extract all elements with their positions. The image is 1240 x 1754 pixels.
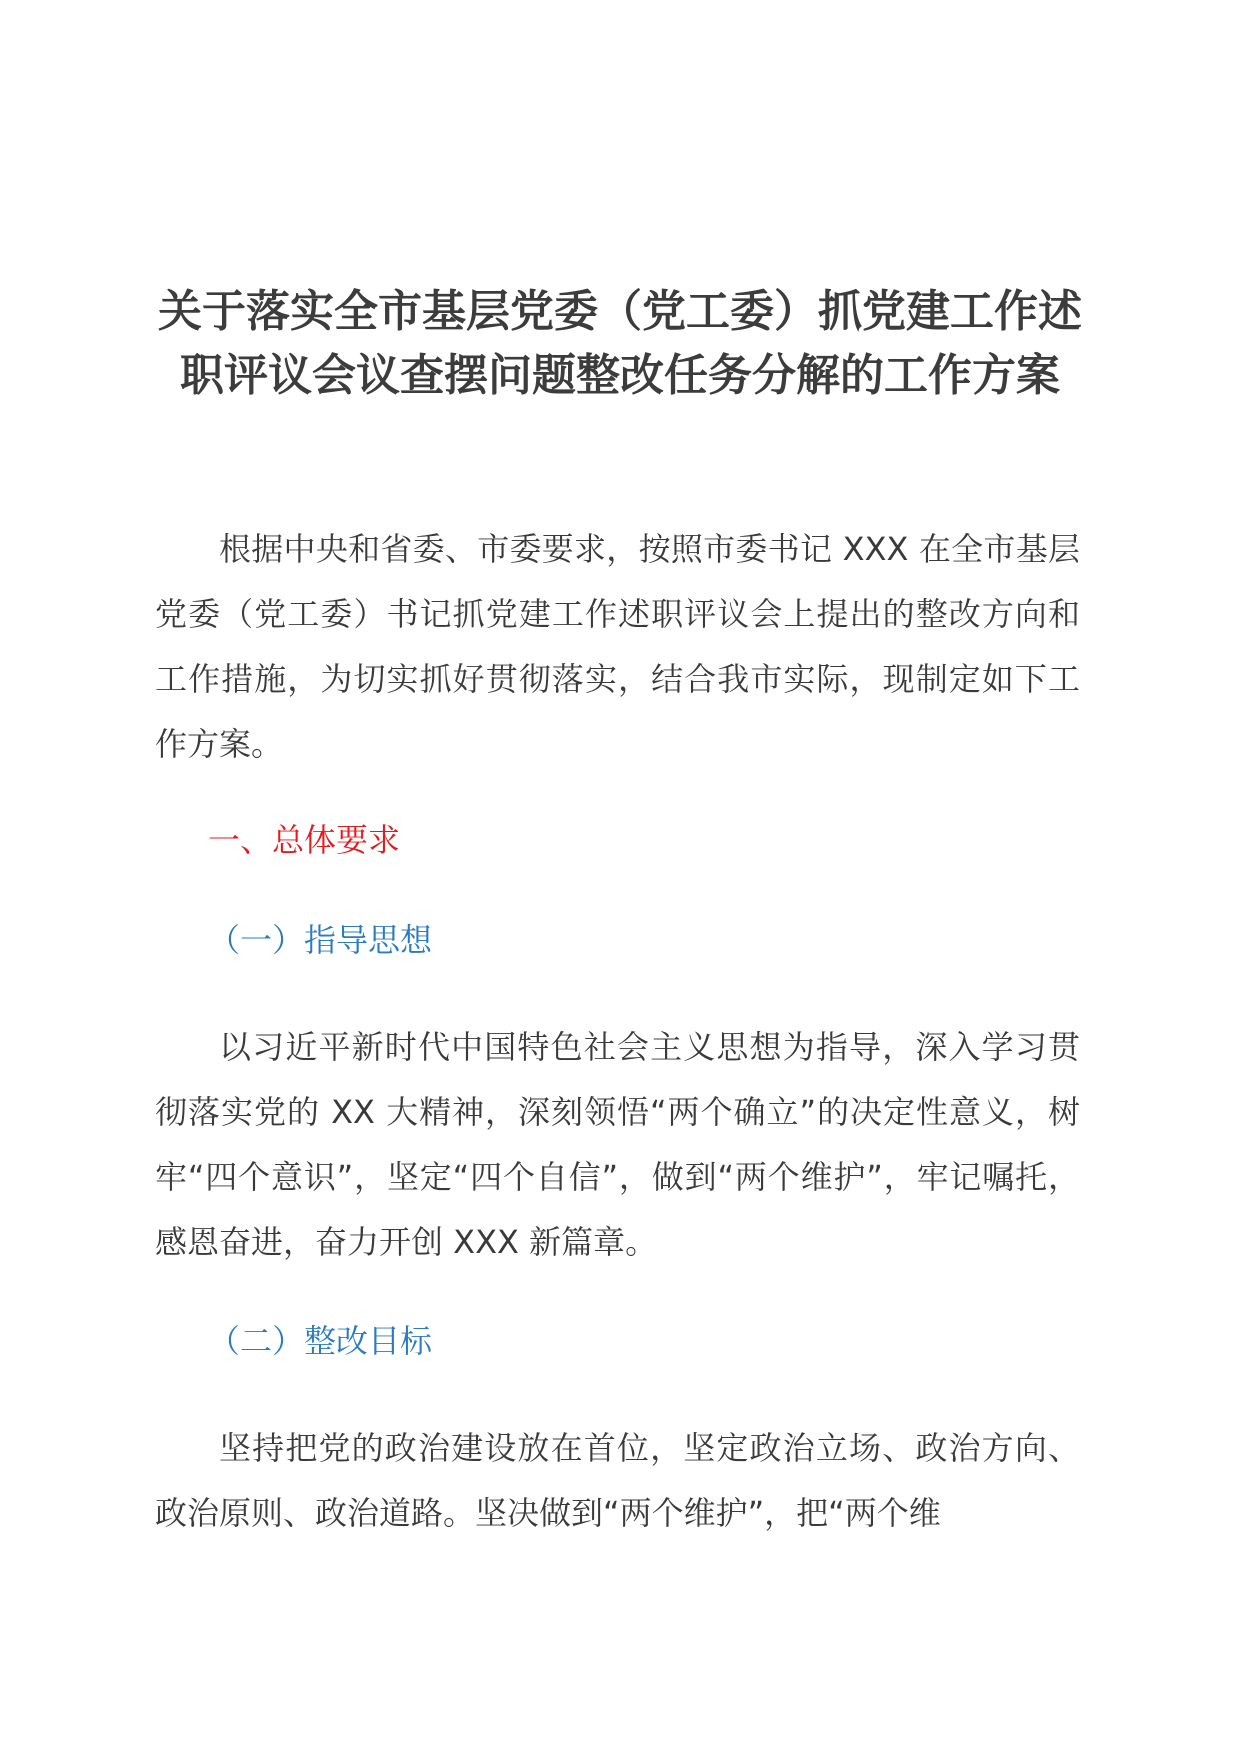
rectification-goals-paragraph: 坚持把党的政治建设放在首位，坚定政治立场、政治方向、政治原则、政治道路。坚决做到“两个维护”，把“两个维 [155,1429,1080,1532]
subsection-heading-guiding-ideology: （一）指导思想 [208,921,433,959]
subsection-heading-rectification-goals: （二）整改目标 [208,1322,433,1360]
guiding-ideology-paragraph: 以习近平新时代中国特色社会主义思想为指导，深入学习贯彻落实党的 XX 大精神，深刻领悟“两个确立”的决定性意义，树牢“四个意识”，坚定“四个自信”，做到“两个维护”，牢记嘱托，感恩奋进，奋力开创 XXX 新篇章。 [155,1028,1080,1261]
section-heading-general-requirements: 一、总体要求 [208,821,401,859]
intro-paragraph: 根据中央和省委、市委要求，按照市委书记 XXX 在全市基层党委（党工委）书记抓党建工作述职评议会上提出的整改方向和工作措施，为切实抓好贯彻落实，结合我市实际，现制定如下工作方案。 [155,530,1080,763]
document-title: 关于落实全市基层党委（党工委）抓党建工作述职评议会议查摆问题整改任务分解的工作方案 [158,286,1082,401]
